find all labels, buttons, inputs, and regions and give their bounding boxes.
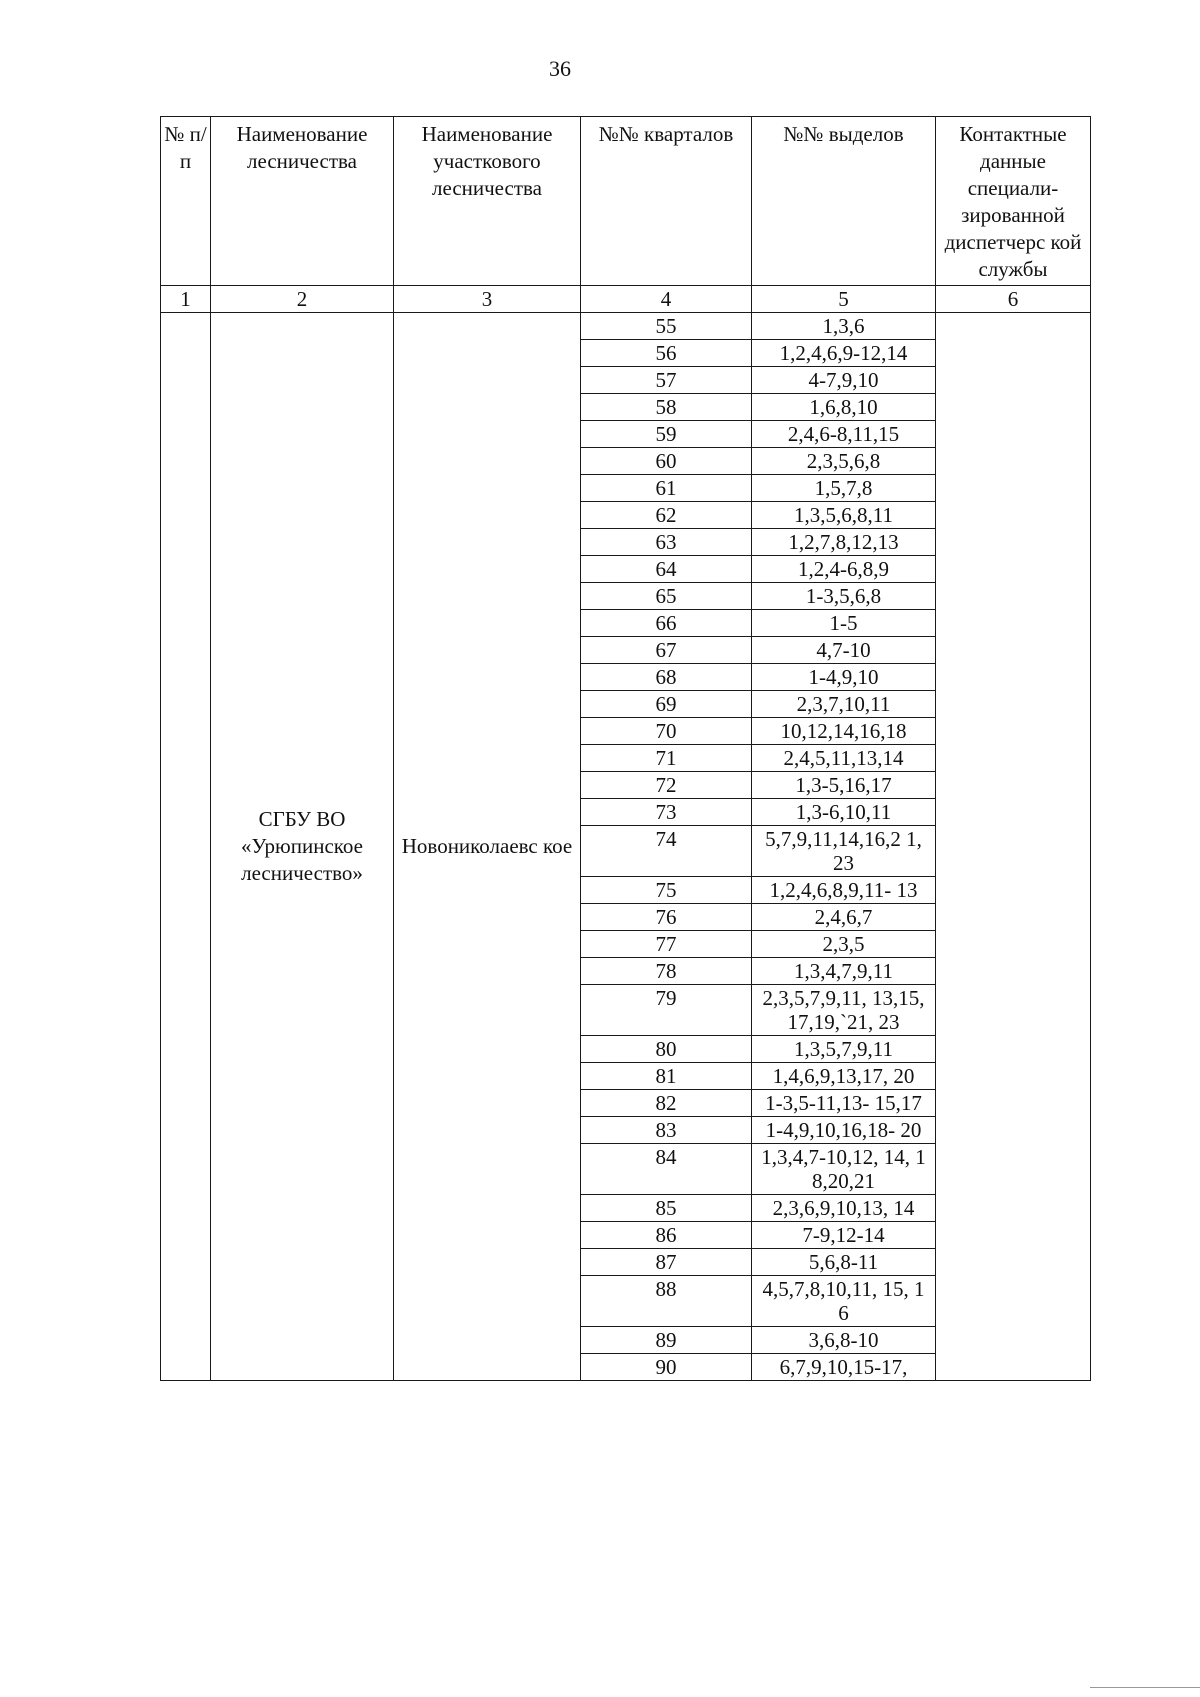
quarter-number: 84	[581, 1144, 752, 1195]
section-numbers: 1,6,8,10	[752, 394, 936, 421]
section-numbers: 1-3,5,6,8	[752, 583, 936, 610]
footer-line	[1090, 1687, 1200, 1688]
section-numbers: 1,3,4,7-10,12, 14, 18,20,21	[752, 1144, 936, 1195]
quarter-number: 81	[581, 1063, 752, 1090]
section-numbers: 2,3,5,7,9,11, 13,15,17,19,`21, 23	[752, 985, 936, 1036]
section-numbers: 1,2,4,6,9-12,14	[752, 340, 936, 367]
section-numbers: 1,4,6,9,13,17, 20	[752, 1063, 936, 1090]
quarter-number: 56	[581, 340, 752, 367]
quarter-number: 70	[581, 718, 752, 745]
section-numbers: 2,4,6,7	[752, 904, 936, 931]
quarter-number: 87	[581, 1249, 752, 1276]
quarter-number: 68	[581, 664, 752, 691]
quarter-number: 85	[581, 1195, 752, 1222]
section-numbers: 5,6,8-11	[752, 1249, 936, 1276]
section-numbers: 1,3,4,7,9,11	[752, 958, 936, 985]
section-numbers: 10,12,14,16,18	[752, 718, 936, 745]
quarter-number: 83	[581, 1117, 752, 1144]
header-col5: №№ выделов	[752, 117, 936, 286]
table-body	[161, 313, 1091, 1381]
section-numbers: 2,3,5	[752, 931, 936, 958]
quarter-number: 72	[581, 772, 752, 799]
section-numbers: 4,7-10	[752, 637, 936, 664]
quarter-number: 79	[581, 985, 752, 1036]
table-row	[161, 313, 1091, 340]
section-numbers: 1,5,7,8	[752, 475, 936, 502]
quarter-number: 90	[581, 1354, 752, 1381]
quarter-number: 88	[581, 1276, 752, 1327]
column-number: 5	[752, 286, 936, 313]
section-numbers: 2,4,6-8,11,15	[752, 421, 936, 448]
section-numbers: 5,7,9,11,14,16,2 1,23	[752, 826, 936, 877]
contact-cell	[936, 313, 1091, 1381]
section-numbers: 1,3-5,16,17	[752, 772, 936, 799]
quarter-number: 74	[581, 826, 752, 877]
section-numbers: 4,5,7,8,10,11, 15, 16	[752, 1276, 936, 1327]
column-number: 2	[211, 286, 394, 313]
section-numbers: 6,7,9,10,15-17,	[752, 1354, 936, 1381]
quarter-number: 59	[581, 421, 752, 448]
quarter-number: 63	[581, 529, 752, 556]
section-numbers: 1-5	[752, 610, 936, 637]
section-numbers: 2,3,6,9,10,13, 14	[752, 1195, 936, 1222]
quarter-number: 66	[581, 610, 752, 637]
quarter-number: 64	[581, 556, 752, 583]
forestry-table	[160, 116, 1091, 1381]
quarter-number: 60	[581, 448, 752, 475]
header-col6: Контактные данные специали-зированной диспетчерс кой службы	[936, 117, 1091, 286]
section-numbers: 2,3,7,10,11	[752, 691, 936, 718]
header-row	[161, 117, 1091, 286]
quarter-number: 69	[581, 691, 752, 718]
section-numbers: 1-4,9,10,16,18- 20	[752, 1117, 936, 1144]
section-numbers: 1-4,9,10	[752, 664, 936, 691]
header-col4: №№ кварталов	[581, 117, 752, 286]
column-number: 6	[936, 286, 1091, 313]
quarter-number: 76	[581, 904, 752, 931]
section-numbers: 3,6,8-10	[752, 1327, 936, 1354]
quarter-number: 77	[581, 931, 752, 958]
quarter-number: 73	[581, 799, 752, 826]
quarter-number: 67	[581, 637, 752, 664]
quarter-number: 86	[581, 1222, 752, 1249]
header-col3: Наименование участкового лесничества	[394, 117, 581, 286]
quarter-number: 61	[581, 475, 752, 502]
column-number: 3	[394, 286, 581, 313]
forestry-name: СГБУ ВО «Урюпинское лесничество»	[211, 313, 394, 1381]
section-numbers: 1,3,5,6,8,11	[752, 502, 936, 529]
section-numbers: 1,2,7,8,12,13	[752, 529, 936, 556]
header-col2: Наименование лесничества	[211, 117, 394, 286]
quarter-number: 89	[581, 1327, 752, 1354]
section-numbers: 2,3,5,6,8	[752, 448, 936, 475]
header-col1: № п/п	[161, 117, 211, 286]
section-numbers: 1,3,5,7,9,11	[752, 1036, 936, 1063]
quarter-number: 62	[581, 502, 752, 529]
row-number-cell	[161, 313, 211, 1381]
quarter-number: 57	[581, 367, 752, 394]
district-name: Новониколаевс кое	[394, 313, 581, 1381]
column-number-row	[161, 286, 1091, 313]
section-numbers: 4-7,9,10	[752, 367, 936, 394]
section-numbers: 1-3,5-11,13- 15,17	[752, 1090, 936, 1117]
page-number: 36	[549, 56, 571, 81]
section-numbers: 1,2,4,6,8,9,11- 13	[752, 877, 936, 904]
section-numbers: 1,2,4-6,8,9	[752, 556, 936, 583]
quarter-number: 78	[581, 958, 752, 985]
quarter-number: 82	[581, 1090, 752, 1117]
section-numbers: 1,3,6	[752, 313, 936, 340]
column-number: 4	[581, 286, 752, 313]
quarter-number: 75	[581, 877, 752, 904]
quarter-number: 58	[581, 394, 752, 421]
section-numbers: 2,4,5,11,13,14	[752, 745, 936, 772]
quarter-number: 65	[581, 583, 752, 610]
quarter-number: 80	[581, 1036, 752, 1063]
column-number: 1	[161, 286, 211, 313]
section-numbers: 7-9,12-14	[752, 1222, 936, 1249]
quarter-number: 55	[581, 313, 752, 340]
quarter-number: 71	[581, 745, 752, 772]
section-numbers: 1,3-6,10,11	[752, 799, 936, 826]
